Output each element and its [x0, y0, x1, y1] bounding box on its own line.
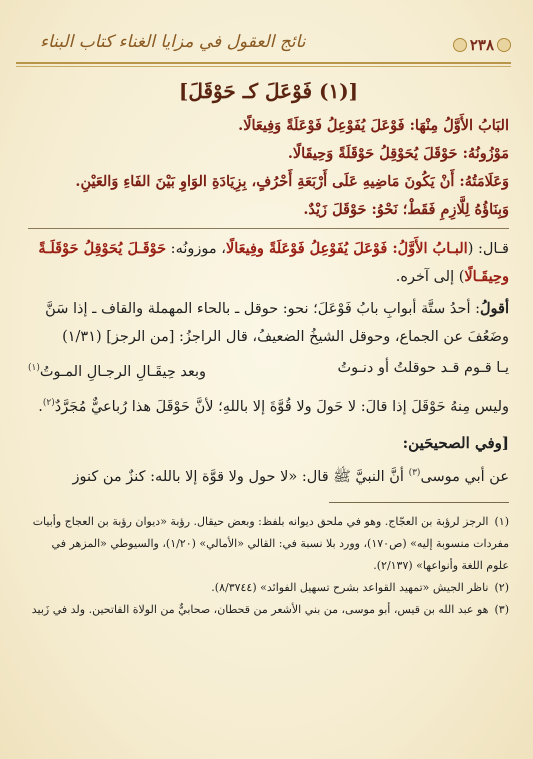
- footnote-text: الرجز لرؤبة بن العجّاج. وهو في ملحق ديوانه بلفظ: وبعض حيقال. رؤبة «ديوان رؤبة بن العجاج وأبيات مفردات منسوبة إليه» (ص١٧٠)، وورد بلا نسبة في: القالي «الأمالي» (١/٢٠)، والسيوطي «المزهر في علوم اللغة وأنواعها» (٢/١٣٧).: [32, 515, 509, 573]
- book-title: نائج العقول في مزايا الغناء كتاب البناء: [40, 32, 306, 52]
- footnote-text: هو عبد الله بن قيس، أبو موسى، من بني الأشعر من قحطان، صحابيٌّ من الولاة الفاتحين. ولد في زَبيد: [31, 603, 489, 617]
- page-header: [16, 28, 511, 66]
- aqulu-label: أقولُ: [480, 300, 509, 317]
- verse: [28, 353, 509, 387]
- hadith-paragraph: [28, 459, 509, 491]
- section-title: [(١) فَوْعَلَ كـ حَوْقَلَ]: [178, 79, 359, 103]
- footnote-ref: (١): [28, 363, 40, 373]
- hadith-text: عن أبي موسى: [420, 468, 509, 485]
- sahihayn-subhead: [وفي الصحيحَين:: [402, 433, 509, 452]
- aqulu-paragraph: [28, 295, 509, 351]
- footnote: [28, 577, 509, 599]
- footnote-rule: [329, 502, 509, 503]
- ornament-icon: [453, 38, 467, 52]
- laysa-paragraph: وليس مِنهُ حَوْقَلَ إذا قالَ: لا حَولَ ولا قُوَّةَ إلا باللهِ؛ لأنَّ حَوْقَلَ هذا رُباعيٌّ مُجَرَّدٌ$^{(٢)}$.: [38, 397, 509, 415]
- qala-end: ) إلى آخره.: [395, 269, 465, 285]
- footnote-number: (٣): [494, 603, 509, 617]
- qala-paragraph: [28, 235, 509, 291]
- footnote: [28, 511, 509, 577]
- qala-mid: ، موزونُه:: [166, 241, 226, 257]
- hadith-rest: أنَّ النبيَّ ﷺ قال: «لا حول ولا قوَّة إلا بالله: كنزٌ من كنوز: [72, 468, 409, 485]
- header-rule: [16, 62, 511, 64]
- verse-first-hemistich: يـا قـوم قـد حوقلتُ أو دنـوتُ: [337, 360, 509, 376]
- page-content: [28, 76, 509, 621]
- ornament-icon: [497, 38, 511, 52]
- qala-quote-2: حَوْقَـلَ يُحَوْقِلُ حَوْقَلَـةً وحِيقَـالًا: [38, 240, 509, 285]
- verse-second-hemistich: [28, 353, 206, 387]
- header-rule-thin: [16, 66, 511, 67]
- qala-quote-1: البـابُ الأَوَّلُ: فَوْعَلَ يُفَوْعِلُ فَوْعَلَةً وفِيعَالًا: [225, 240, 468, 257]
- matn-line: وَبِنَاؤُهُ لِلَّازِمِ فَقَطْ؛ نَحْوُ: حَوْقَلَ زَيْدٌ.: [303, 201, 509, 218]
- footnote-ref: (٣): [408, 467, 421, 478]
- footnote-ref: (٢): [42, 397, 55, 408]
- laysa-text: وليس مِنهُ حَوْقَلَ إذا قالَ: لا حَولَ ولا قُوَّةَ إلا باللهِ؛ لأنَّ حَوْقَلَ هذا رُباعيٌّ مُجَرَّدٌ: [54, 398, 509, 415]
- matn-line: مَوْزُونُهُ: حَوْقَلَ يُحَوْقِلُ حَوْقَلَةً وَحِيقَالًا.: [287, 145, 509, 162]
- footnote: [28, 599, 509, 621]
- matn-line: البَابُ الأَوَّلُ مِنْهَا: فَوْعَلَ يُفَوْعِلُ فَوْعَلَةً وَفِيعَالًا.: [238, 117, 509, 134]
- aqulu-text: : أحدُ ستَّة أبوابِ بابُ فَوْعَلَ؛ نحو: حوقل ـ بالحاء المهملة والقاف ـ إذا سَنَّ وضَعُفَ عن الجماع، وحوقل الشيخُ الضعيفُ، قال الراجزُ: [من الرجز] (١/٣١): [45, 301, 509, 345]
- footnote-number: (٢): [494, 581, 509, 595]
- footnote-text: ناظر الجيش «تمهيد القواعد بشرح تسهيل الفوائد» (٨/٣٧٤٤).: [211, 581, 489, 595]
- qala-prefix: قـال: (: [467, 241, 509, 257]
- footnote-number: (١): [494, 515, 509, 529]
- verse-second-text: وبعد حِيقَـالِ الرجـالِ المـوتُ: [39, 363, 207, 380]
- page-number-box: [453, 36, 511, 54]
- matn-divider: [28, 228, 509, 229]
- matn-line: وَعَلَامَتُهُ: أَنْ يَكُونَ مَاضِيهِ عَلَى أَرْبَعَةِ أَحْرُفٍ، بِزِيَادَةِ الوَاوِ بَيْنَ الفَاءِ وَالعَيْنِ.: [75, 173, 509, 190]
- page-number: ٢٣٨: [469, 36, 494, 54]
